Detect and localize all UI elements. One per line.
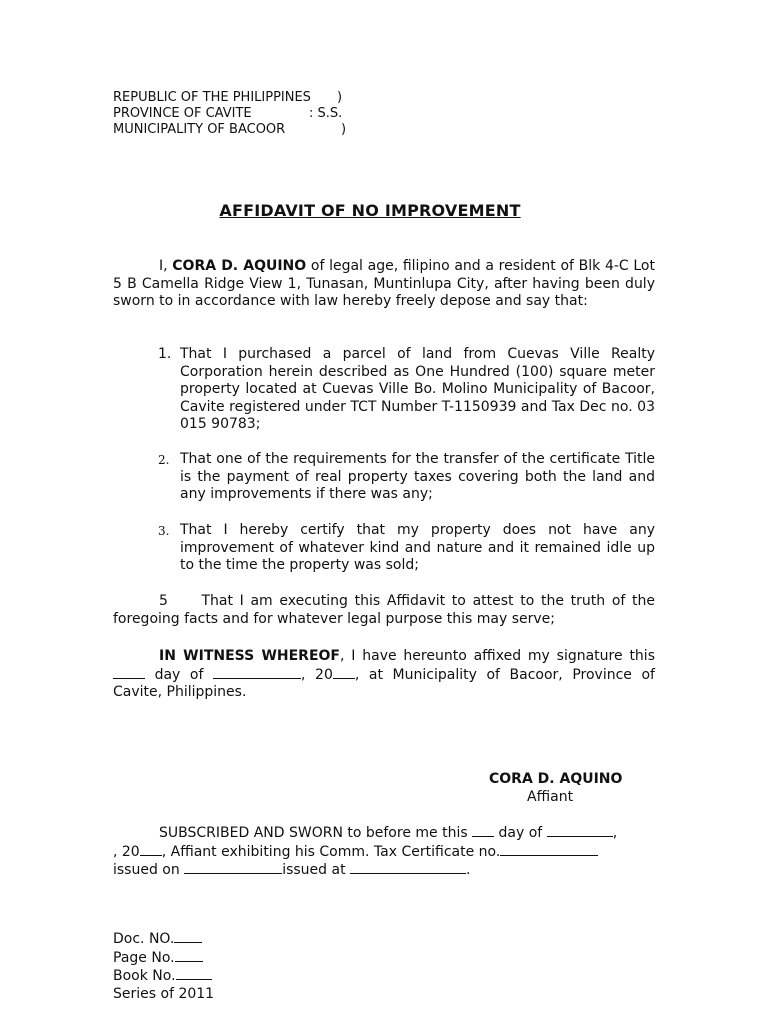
doc-no-line: Doc. NO. [113, 930, 214, 949]
intro-paragraph: I, CORA D. AQUINO of legal age, filipino and a resident of Blk 4-C Lot 5 B Camella Ridge View 1, Tunasan, Muntinlupa City, after having been duly sworn to in accordance with law hereby freely depose and say that: [113, 258, 655, 309]
year-blank [333, 666, 355, 679]
affiant-label: Affiant [527, 789, 574, 805]
series-line: Series of 2011 [113, 985, 215, 1002]
item-number: 3. [158, 524, 170, 538]
item-text: That I am executing this Affidavit to attest to the truth of the foregoing facts and for whatever legal purpose this may serve; [113, 593, 655, 627]
page-no-line: Page No. [113, 949, 214, 968]
list-item [113, 593, 655, 628]
venue-line-municipality: MUNICIPALITY OF BACOOR ) [113, 122, 347, 137]
issued-on-blank [184, 861, 282, 874]
item-text: That one of the requirements for the transfer of the certificate Title is the payment of real property taxes covering both the land and any improvements if there was any; [180, 451, 655, 502]
item-number: 1. [158, 346, 172, 362]
list-item [158, 346, 655, 434]
day-blank [472, 824, 494, 837]
day-blank [113, 666, 145, 679]
witness-paragraph: IN WITNESS WHEREOF, I have hereunto affixed my signature this day of , 20 , at Municipality of Bacoor, Province of Cavite, Philippines. [113, 648, 655, 700]
ctc-number-blank [500, 843, 598, 856]
witness-lead: IN WITNESS WHEREOF [159, 648, 340, 664]
affiant-name: CORA D. AQUINO [489, 771, 623, 787]
list-item [158, 451, 655, 504]
item-text: That I purchased a parcel of land from Cuevas Ville Realty Corporation herein described as One Hundred (100) square meter property located at Cuevas Ville Bo. Molino Municipality of Bacoor, Cavite registered under TCT Number T-1150939 and Tax Dec no. 03 015 90783; [180, 346, 655, 432]
item-number: 5 [159, 593, 168, 609]
venue-block [113, 90, 347, 138]
notarial-register [113, 930, 214, 1003]
jurat-paragraph: SUBSCRIBED AND SWORN to before me this day of , , 20 , Affiant exhibiting his Comm. Tax Certificate no. issued on issued at . [113, 825, 618, 878]
list-item [158, 522, 655, 575]
month-blank [547, 824, 613, 837]
venue-line-republic: REPUBLIC OF THE PHILIPPINES ) [113, 90, 343, 105]
issued-at-blank [350, 861, 466, 874]
item-number: 2. [158, 453, 170, 467]
item-text: That I hereby certify that my property does not have any improvement of whatever kind and nature and it remained idle up to the time the property was sold; [180, 522, 655, 573]
signature-block [489, 770, 622, 806]
book-no-line: Book No. [113, 967, 214, 986]
document-title: AFFIDAVIT OF NO IMPROVEMENT [219, 201, 521, 220]
month-blank [213, 666, 301, 679]
venue-line-province: PROVINCE OF CAVITE : S.S. [113, 106, 343, 121]
affiant-name-inline: CORA D. AQUINO [172, 258, 307, 274]
year-blank [140, 843, 162, 856]
